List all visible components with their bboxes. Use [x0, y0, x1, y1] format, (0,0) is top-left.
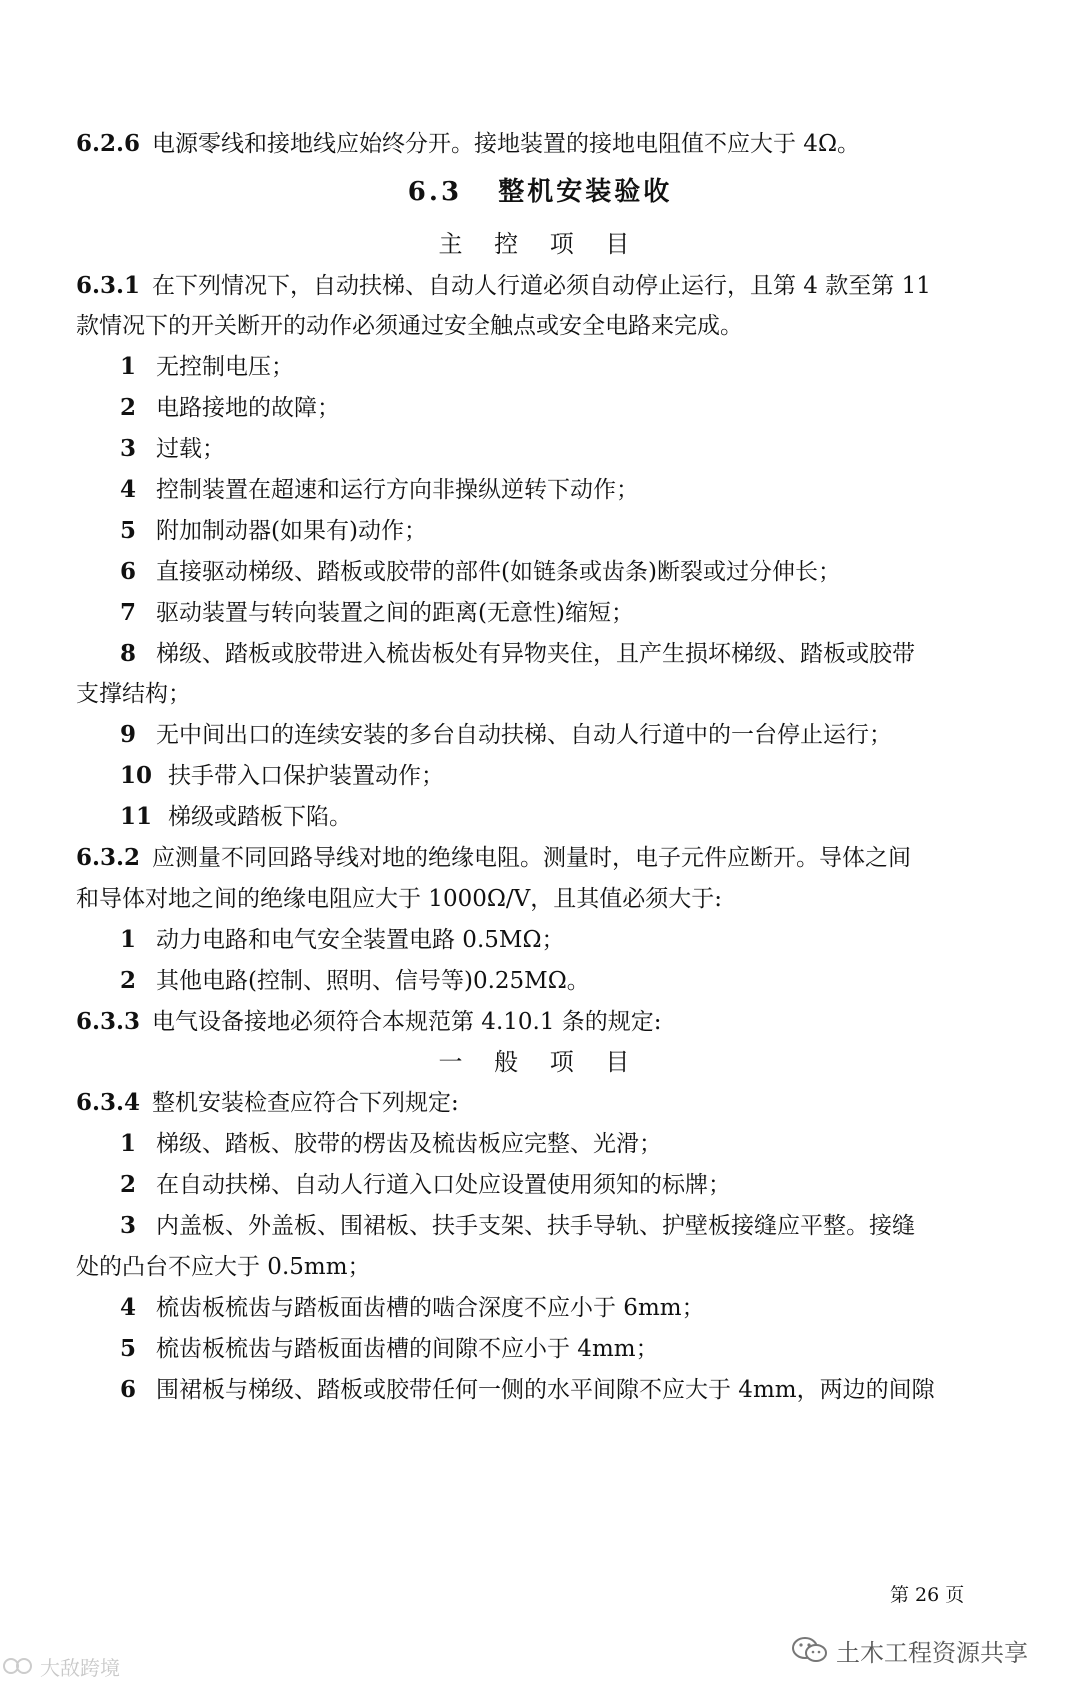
item-text: 处的凸台不应大于 0.5mm； [76, 1254, 371, 1280]
clause-text: 电源零线和接地线应始终分开。接地装置的接地电阻值不应大于 4Ω。 [152, 131, 861, 157]
list-item [0, 1124, 1080, 1164]
clause-6-3-3 [0, 1002, 1080, 1042]
item-text: 在自动扶梯、自动人行道入口处应设置使用须知的标牌； [156, 1172, 731, 1198]
item-text: 扶手带入口保护装置动作； [168, 763, 444, 789]
item-text: 其他电路(控制、照明、信号等)0.25MΩ。 [156, 968, 590, 994]
item-number: 2 [120, 394, 137, 421]
clause-text: 应测量不同回路导线对地的绝缘电阻。测量时，电子元件应断开。导体之间 [152, 845, 911, 871]
list-item [0, 756, 1080, 796]
list-item [0, 429, 1080, 469]
item-text: 梯级或踏板下陷。 [168, 804, 352, 830]
list-item [0, 347, 1080, 387]
watermark-text: 土木工程资源共享 [836, 1638, 1028, 1667]
item-number: 1 [120, 926, 137, 953]
item-number: 2 [120, 967, 137, 994]
list-item [0, 388, 1080, 428]
page-number: 第 26 页 [890, 1584, 965, 1606]
item-number: 3 [120, 435, 137, 462]
item-text: 无中间出口的连续安装的多台自动扶梯、自动人行道中的一台停止运行； [156, 722, 892, 748]
item-text: 过载； [156, 436, 225, 462]
clause-text: 整机安装检查应符合下列规定: [152, 1090, 459, 1116]
item-number: 4 [120, 476, 137, 503]
item-text: 电路接地的故障； [156, 395, 340, 421]
item-text: 控制装置在超速和运行方向非操纵逆转下动作； [156, 477, 639, 503]
clause-6-3-1-line2 [0, 306, 1080, 346]
item-number: 4 [120, 1294, 137, 1321]
clause-6-3-2-line2 [0, 879, 1080, 919]
item-number: 10 [120, 762, 153, 789]
item-text: 梳齿板梳齿与踏板面齿槽的啮合深度不应小于 6mm； [156, 1295, 705, 1321]
item-number: 8 [120, 640, 137, 667]
list-item [0, 1329, 1080, 1369]
item-text: 围裙板与梯级、踏板或胶带任何一侧的水平间隙不应大于 4mm，两边的间隙 [156, 1377, 935, 1403]
item-text: 直接驱动梯级、踏板或胶带的部件(如链条或齿条)断裂或过分伸长； [156, 559, 841, 585]
list-item [0, 920, 1080, 960]
item-number: 7 [120, 599, 137, 626]
logo-icon [2, 1655, 36, 1677]
clause-6-3-2-line1 [0, 838, 1080, 878]
clause-number: 6.3.1 [76, 272, 141, 299]
list-item [0, 961, 1080, 1001]
list-item [0, 552, 1080, 592]
item-number: 1 [120, 1130, 137, 1157]
section-title [0, 170, 1080, 214]
list-item [0, 715, 1080, 755]
list-item [0, 1165, 1080, 1205]
clause-text: 和导体对地之间的绝缘电阻应大于 1000Ω/V，且其值必须大于: [76, 886, 723, 912]
watermark-left [2, 1648, 120, 1684]
item-text: 动力电路和电气安全装置电路 0.5MΩ； [156, 927, 565, 953]
list-item [0, 593, 1080, 633]
item-text: 驱动装置与转向装置之间的距离(无意性)缩短； [156, 600, 634, 626]
item-text: 附加制动器(如果有)动作； [156, 518, 427, 544]
list-item [0, 1288, 1080, 1328]
general-items-heading: 一 般 项 目 [438, 1048, 642, 1076]
section-title-text: 整机安装验收 [498, 177, 673, 207]
item-number: 2 [120, 1171, 137, 1198]
item-text: 支撑结构； [76, 681, 191, 707]
item-text: 内盖板、外盖板、围裙板、扶手支架、扶手导轨、护壁板接缝应平整。接缝 [156, 1213, 915, 1239]
wechat-icon [790, 1635, 830, 1665]
watermark-text: 大敌跨境 [40, 1655, 120, 1680]
list-item [0, 1206, 1080, 1246]
list-item [0, 511, 1080, 551]
clause-6-3-1-line1 [0, 266, 1080, 306]
clause-number: 6.3.2 [76, 844, 141, 871]
main-items-heading: 主 控 项 目 [438, 230, 642, 258]
list-item [0, 470, 1080, 510]
item-number: 3 [120, 1212, 137, 1239]
list-item-continuation [0, 674, 1080, 714]
item-number: 6 [120, 1376, 137, 1403]
item-text: 梳齿板梳齿与踏板面齿槽的间隙不应小于 4mm； [156, 1336, 659, 1362]
watermark-right [790, 1630, 1028, 1670]
item-text: 梯级、踏板或胶带进入梳齿板处有异物夹住，且产生损坏梯级、踏板或胶带 [156, 641, 915, 667]
item-number: 1 [120, 353, 137, 380]
section-number: 6.3 [407, 177, 463, 207]
clause-number: 6.3.3 [76, 1008, 141, 1035]
item-number: 9 [120, 721, 137, 748]
item-text: 梯级、踏板、胶带的楞齿及梳齿板应完整、光滑； [156, 1131, 662, 1157]
clause-6-2-6 [0, 124, 1080, 164]
item-text: 无控制电压； [156, 354, 294, 380]
clause-6-3-4 [0, 1083, 1080, 1123]
item-number: 11 [120, 803, 153, 830]
clause-number: 6.3.4 [76, 1089, 141, 1116]
item-number: 6 [120, 558, 137, 585]
clause-text: 在下列情况下，自动扶梯、自动人行道必须自动停止运行，且第 4 款至第 11 [152, 273, 931, 299]
list-item [0, 797, 1080, 837]
clause-text: 款情况下的开关断开的动作必须通过安全触点或安全电路来完成。 [76, 313, 743, 339]
list-item [0, 1370, 1080, 1410]
list-item-continuation [0, 1247, 1080, 1287]
clause-text: 电气设备接地必须符合本规范第 4.10.1 条的规定: [152, 1009, 662, 1035]
list-item [0, 634, 1080, 674]
clause-number: 6.2.6 [76, 130, 141, 157]
item-number: 5 [120, 517, 137, 544]
item-number: 5 [120, 1335, 137, 1362]
